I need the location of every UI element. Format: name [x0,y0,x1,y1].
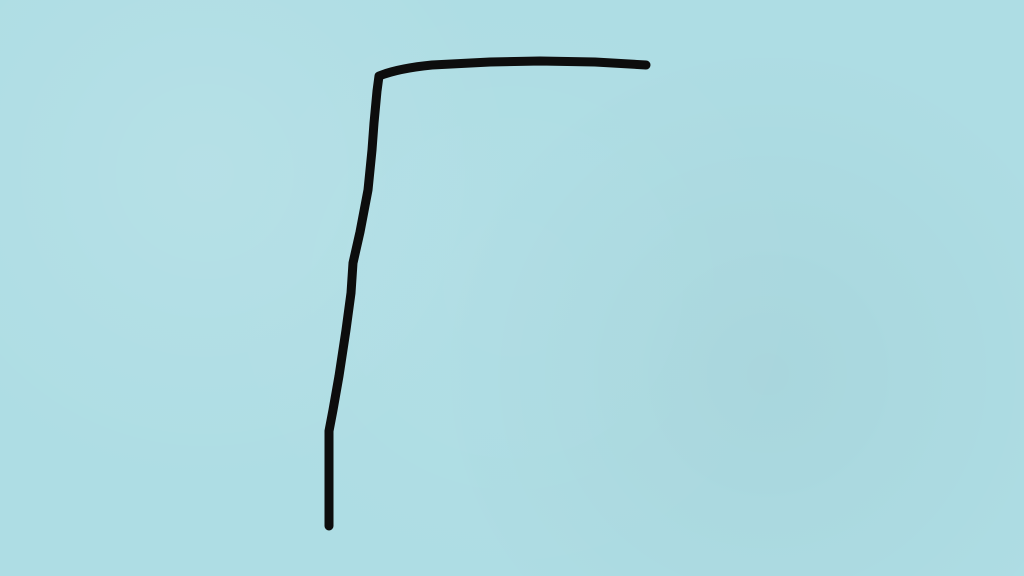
black-marker-stroke [329,61,646,526]
